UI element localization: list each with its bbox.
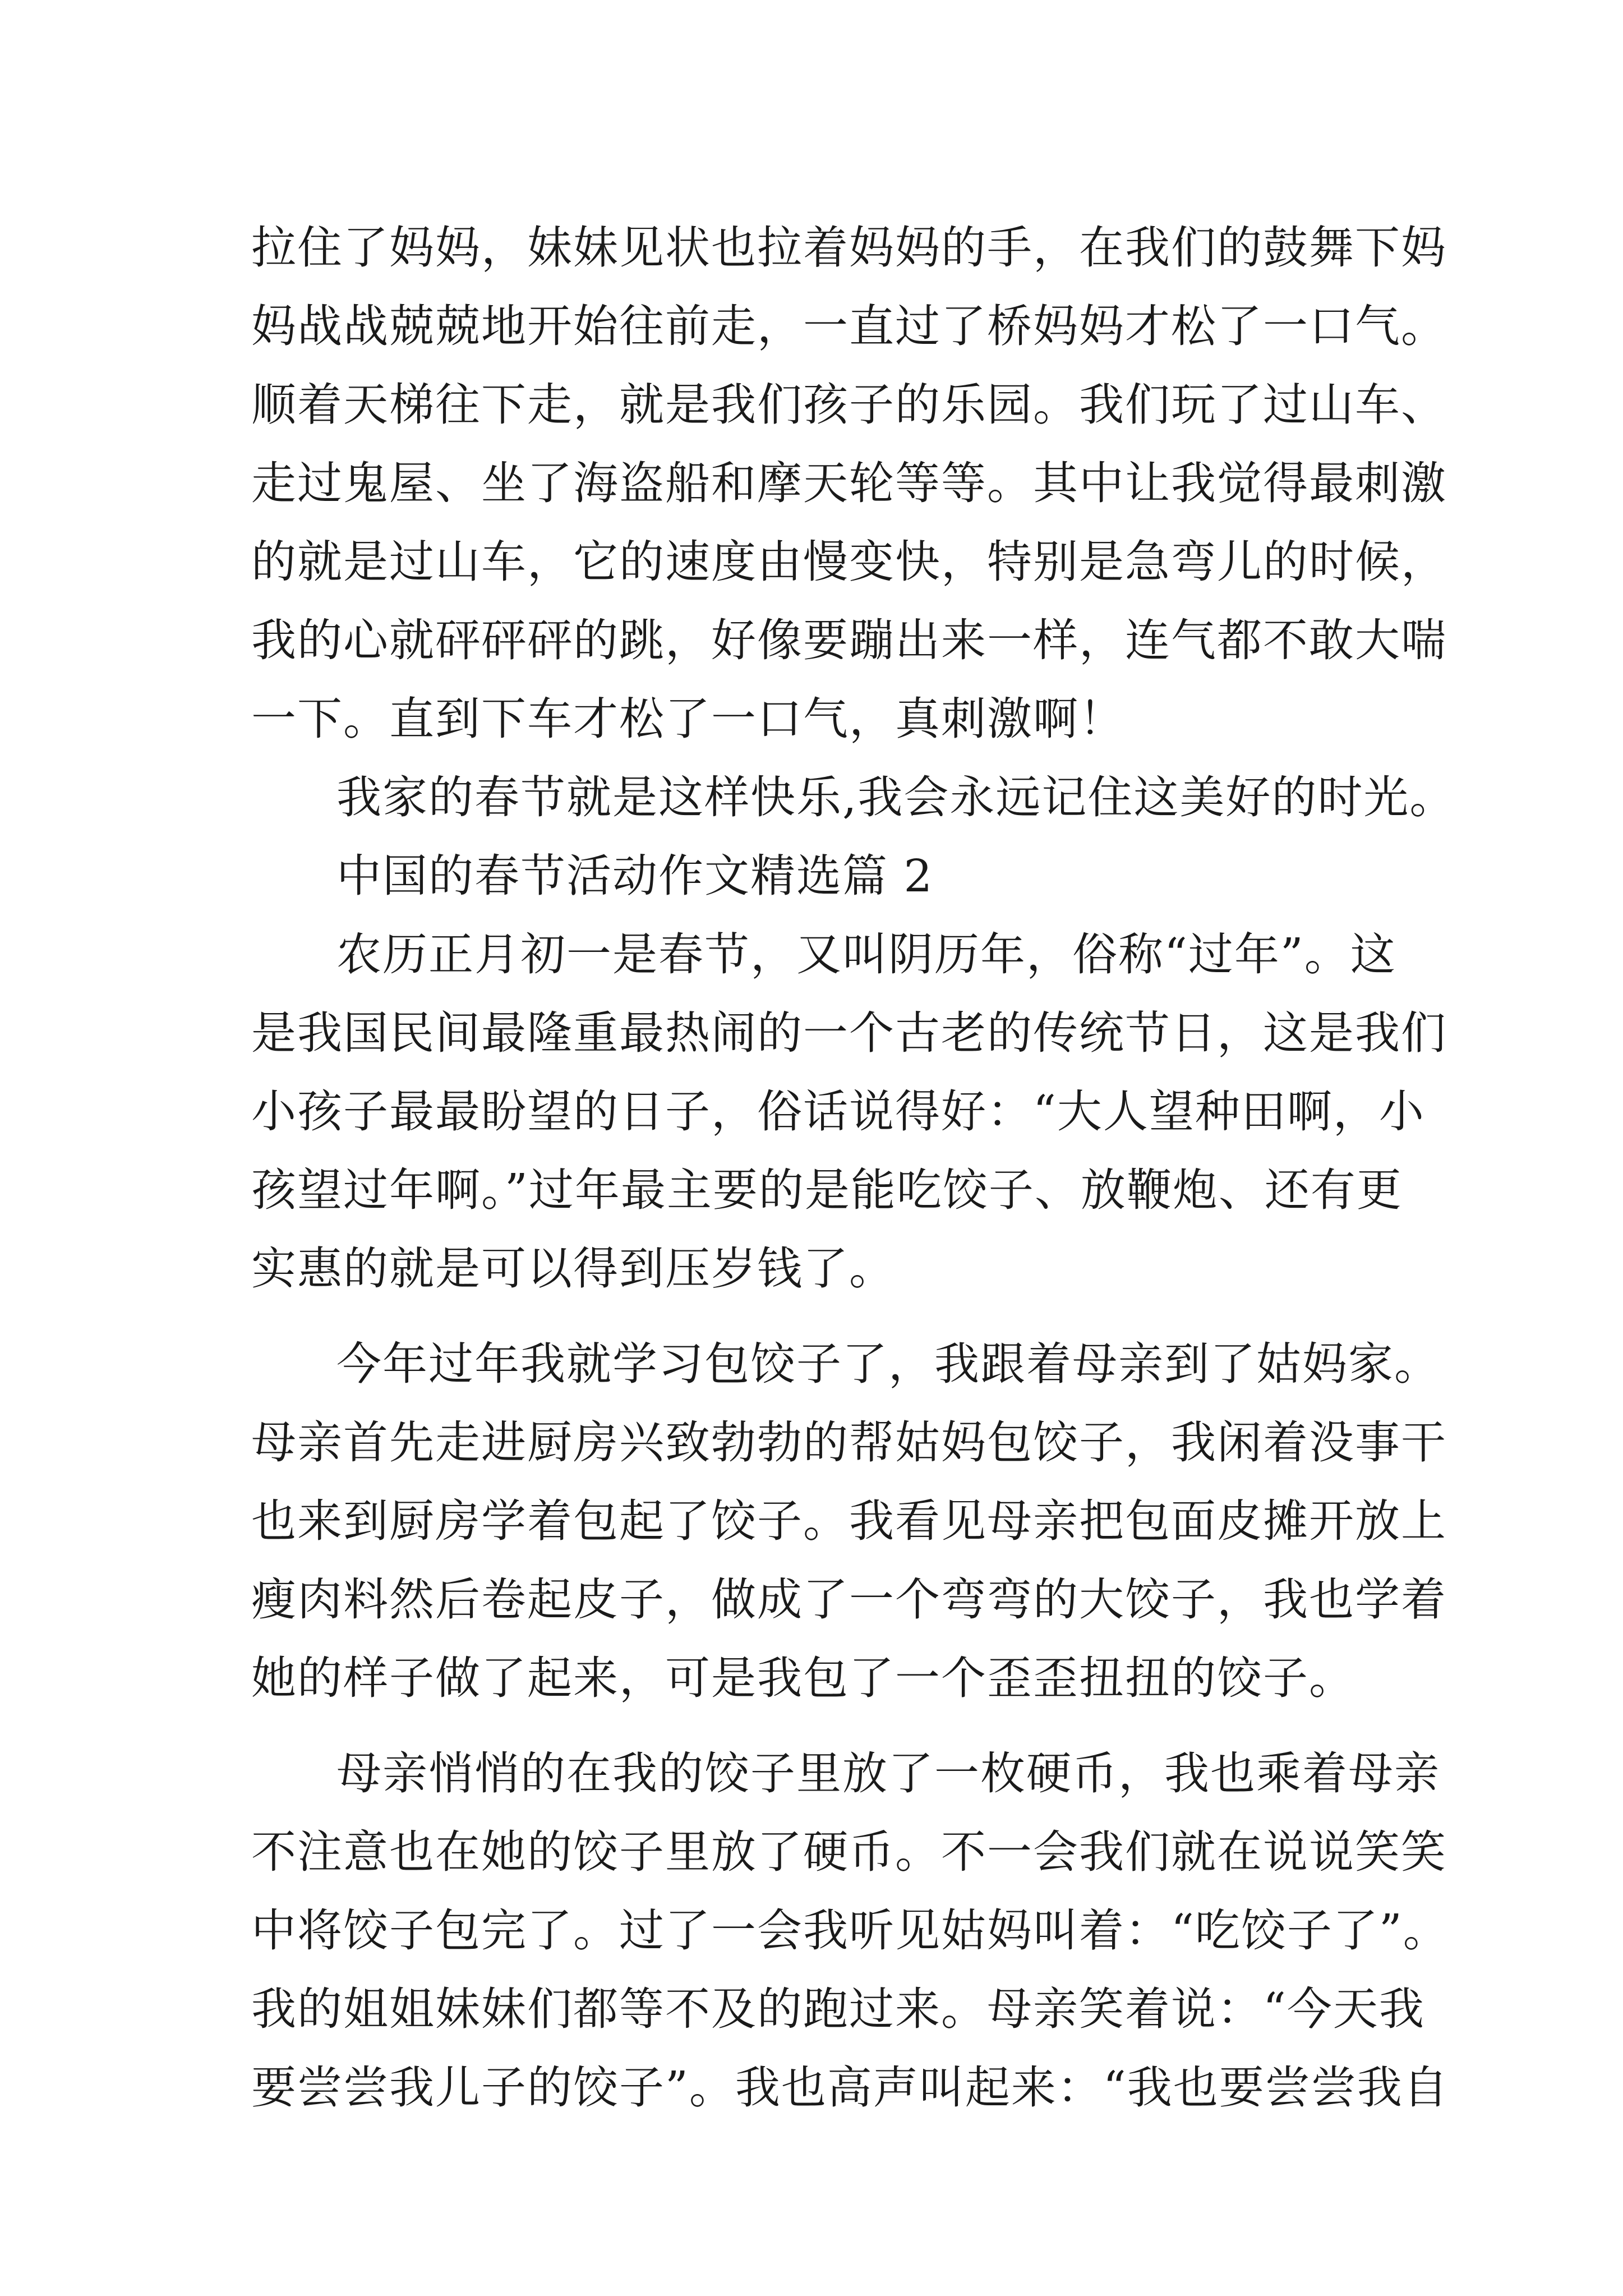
text-line: 实惠的就是可以得到压岁钱了。	[251, 1243, 895, 1295]
text-line: 母亲悄悄的在我的饺子里放了一枚硬币，我也乘着母亲	[336, 1747, 1440, 1800]
text-line: 顺着天梯往下走，就是我们孩子的乐园。我们玩了过山车、	[251, 379, 1447, 431]
text-line: 拉住了妈妈，妹妹见状也拉着妈妈的手，在我们的鼓舞下妈	[251, 222, 1447, 274]
text-line: 瘦肉料然后卷起皮子，做成了一个弯弯的大饺子，我也学着	[251, 1573, 1447, 1626]
text-line: 要尝尝我儿子的饺子”。我也高声叫起来：“我也要尝尝我自	[251, 2062, 1449, 2114]
text-line: 母亲首先走进厨房兴致勃勃的帮姑妈包饺子，我闲着没事干	[251, 1416, 1447, 1469]
text-line: 是我国民间最隆重最热闹的一个古老的传统节日，这是我们	[251, 1007, 1447, 1059]
text-line: 中将饺子包完了。过了一会我听见姑妈叫着：“吃饺子了”。	[251, 1904, 1449, 1957]
text-line: 不注意也在她的饺子里放了硬币。不一会我们就在说说笑笑	[251, 1826, 1447, 1878]
text-line: 也来到厨房学着包起了饺子。我看见母亲把包面皮摊开放上	[251, 1495, 1447, 1547]
text-line: 她的样子做了起来，可是我包了一个歪歪扭扭的饺子。	[251, 1652, 1355, 1704]
text-line: 我的姐姐妹妹们都等不及的跑过来。母亲笑着说：“今天我	[251, 1983, 1425, 2035]
text-line: 农历正月初一是春节，又叫阴历年，俗称“过年”。这	[336, 928, 1396, 981]
text-line: 小孩子最最盼望的日子，俗话说得好：“大人望种田啊，小	[251, 1085, 1425, 1138]
text-line: 孩望过年啊。”过年最主要的是能吃饺子、放鞭炮、还有更	[251, 1164, 1403, 1216]
text-line: 妈战战兢兢地开始往前走，一直过了桥妈妈才松了一口气。	[251, 300, 1447, 352]
text-line: 的就是过山车，它的速度由慢变快，特别是急弯儿的时候，	[251, 536, 1447, 588]
text-line: 我的心就砰砰砰的跳，好像要蹦出来一样，连气都不敢大喘	[251, 614, 1447, 666]
text-line: 今年过年我就学习包饺子了，我跟着母亲到了姑妈家。	[336, 1338, 1440, 1390]
text-line: 我家的春节就是这样快乐,我会永远记住这美好的时光。	[336, 771, 1456, 823]
text-line: 走过鬼屋、坐了海盗船和摩天轮等等。其中让我觉得最刺激	[251, 457, 1447, 509]
text-line: 一下。直到下车才松了一口气，真刺激啊！	[251, 693, 1125, 745]
section-heading: 中国的春节活动作文精选篇 2	[336, 850, 934, 902]
